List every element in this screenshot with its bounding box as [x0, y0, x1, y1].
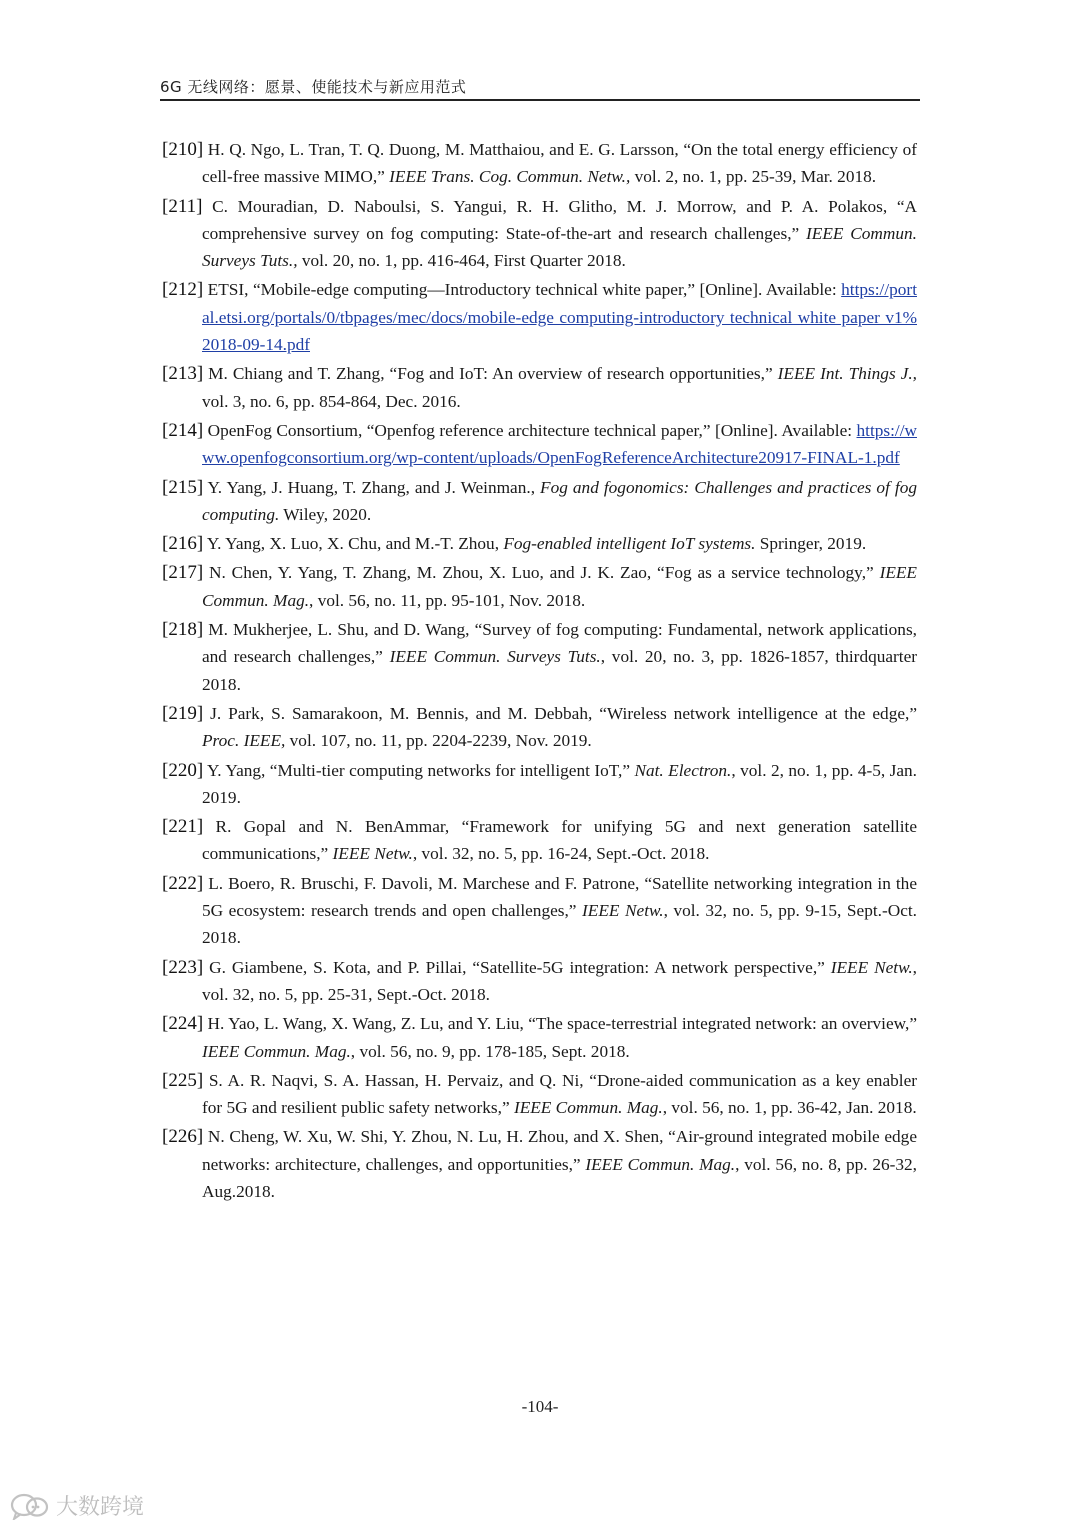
reference-details: vol. 20, no. 1, pp. 416-464, First Quarter 2018. [297, 251, 626, 271]
reference-number: [225] [162, 1069, 204, 1091]
reference-text: L. Boero, R. Bruschi, F. Davoli, M. Marchese and F. Patrone, “Satellite networking integration in the 5G ecosystem: research trends and open challenges,” [202, 873, 917, 921]
reference-text: R. Gopal and N. BenAmmar, “Framework for unifying 5G and next generation satellite communications,” [202, 817, 917, 864]
reference-text: Y. Yang, “Multi-tier computing networks for intelligent IoT,” [203, 760, 635, 780]
reference-number: [212] [162, 279, 204, 301]
reference-item [162, 954, 917, 1009]
reference-details: , vol. 20, no. 3, pp. 1826-1857, thirdquarter 2018. [202, 647, 918, 694]
reference-details: , vol. 32, no. 5, pp. 25-31, Sept.-Oct. 2018. [202, 957, 917, 1004]
header-rule [160, 99, 920, 101]
reference-number: [215] [162, 476, 204, 498]
reference-item [162, 700, 917, 755]
reference-venue: IEEE Commun. Mag. [202, 1041, 351, 1061]
reference-item [162, 559, 917, 614]
reference-number: [211] [162, 195, 203, 217]
reference-number: [210] [162, 139, 204, 160]
reference-item [162, 1010, 917, 1065]
reference-number: [226] [162, 1126, 204, 1148]
reference-item [162, 276, 917, 358]
reference-venue: IEEE Commun. Mag. [585, 1154, 736, 1174]
reference-text: H. Yao, L. Wang, X. Wang, Z. Lu, and Y. Liu, “The space-terrestrial integrated network: an overview,” [203, 1014, 917, 1034]
reference-details: , vol. 32, no. 5, pp. 9-15, Sept.-Oct. 2018. [202, 901, 917, 948]
reference-venue: IEEE Trans. Cog. Commun. Netw., [389, 167, 631, 187]
reference-venue: IEEE Commun. Surveys Tuts. [389, 647, 601, 667]
reference-details: vol. 3, no. 6, pp. 854-864, Dec. 2016. [202, 391, 461, 411]
reference-text: ETSI, “Mobile-edge computing—Introductory technical white paper,” [Online]. Available: [203, 280, 842, 300]
reference-text: S. A. R. Naqvi, S. A. Hassan, H. Pervaiz, and Q. Ni, “Drone-aided communication as a key enabler for 5G and resilient public safety networks,” [202, 1070, 917, 1118]
running-header: 6G 无线网络：愿景、使能技术与新应用范式 [160, 78, 467, 96]
reference-text: J. Park, S. Samarakoon, M. Bennis, and M. Debbah, “Wireless network intelligence at the edge,” [203, 703, 917, 723]
watermark-text: 大数跨境 [56, 1495, 145, 1520]
reference-text: C. Mouradian, D. Naboulsi, S. Yangui, R. H. Glitho, M. J. Morrow, and P. A. Polakos, “A comprehensive survey on fog computing: State-of-the-art and research challenges,” [202, 196, 917, 243]
reference-item [162, 193, 917, 275]
reference-list [162, 136, 917, 1207]
reference-item [162, 1067, 917, 1122]
reference-item [162, 530, 917, 557]
reference-text: OpenFog Consortium, “Openfog reference architecture technical paper,” [Online]. Available: [203, 420, 857, 440]
reference-number: [221] [162, 816, 204, 838]
reference-text: H. Q. Ngo, L. Tran, T. Q. Duong, M. Matthaiou, and E. G. Larsson, “On the total energy efficiency of cell-free massive MIMO,” [202, 140, 917, 187]
reference-details: , vol. 56, no. 11, pp. 95-101, Nov. 2018. [309, 590, 586, 610]
reference-details: vol. 2, no. 1, pp. 25-39, Mar. 2018. [630, 167, 877, 187]
reference-details: , vol. 2, no. 1, pp. 4-5, Jan. 2019. [202, 760, 917, 807]
reference-number: [224] [162, 1013, 204, 1035]
chat-bubble-icon [10, 1492, 50, 1520]
reference-number: [222] [162, 872, 204, 894]
reference-number: [216] [162, 533, 204, 555]
reference-venue: Nat. Electron. [634, 760, 732, 780]
reference-item [162, 813, 917, 868]
reference-venue: IEEE Netw. [830, 957, 913, 977]
reference-item [162, 136, 917, 191]
reference-details: , vol. 56, no. 9, pp. 178-185, Sept. 2018. [350, 1041, 630, 1061]
reference-venue: IEEE Commun. Mag. [513, 1098, 663, 1118]
reference-item [162, 474, 917, 529]
reference-number: [217] [162, 562, 204, 584]
reference-venue: IEEE Netw. [332, 844, 413, 864]
reference-details: Wiley, 2020. [279, 504, 372, 524]
reference-venue: IEEE Commun. Mag. [202, 563, 917, 610]
reference-venue: Fog and fogonomics: Challenges and practices of fog computing. [202, 477, 917, 524]
reference-item [162, 417, 917, 472]
reference-number: [220] [162, 759, 204, 781]
reference-venue: IEEE Netw. [582, 901, 664, 921]
reference-text: M. Mukherjee, L. Shu, and D. Wang, “Survey of fog computing: Fundamental, network applications, and research challenges,” [202, 620, 917, 667]
reference-number: [218] [162, 619, 204, 641]
reference-number: [213] [162, 363, 204, 385]
reference-item [162, 757, 917, 812]
reference-number: [223] [162, 956, 204, 978]
reference-text: Y. Yang, X. Luo, X. Chu, and M.-T. Zhou, [203, 534, 504, 554]
reference-item [162, 616, 917, 698]
reference-number: [219] [162, 702, 204, 724]
reference-text: N. Chen, Y. Yang, T. Zhang, M. Zhou, X. Luo, and J. K. Zao, “Fog as a service technology,” [203, 563, 880, 583]
reference-link[interactable]: https://www.openfogconsortium.org/wp-content/uploads/OpenFogReferenceArchitecture20917-FINAL-1.pdf [202, 420, 917, 468]
reference-item [162, 360, 917, 415]
reference-item [162, 1123, 917, 1205]
reference-details: , vol. 32, no. 5, pp. 16-24, Sept.-Oct. 2018. [412, 844, 710, 864]
reference-details: , vol. 56, no. 1, pp. 36-42, Jan. 2018. [662, 1098, 917, 1118]
reference-venue: IEEE Commun. Surveys Tuts., [202, 223, 917, 271]
watermark [10, 1490, 144, 1521]
reference-link[interactable]: https://portal.etsi.org/portals/0/tbpages/mec/docs/mobile-edge computing-introductory technical white paper v1%2018-09-14.pdf [202, 280, 917, 355]
reference-details: Springer, 2019. [755, 534, 867, 554]
reference-venue: Proc. IEEE, [202, 731, 286, 751]
reference-venue: IEEE Int. Things J., [777, 364, 917, 384]
reference-venue: Fog-enabled intelligent IoT systems. [503, 534, 756, 554]
reference-text: Y. Yang, J. Huang, T. Zhang, and J. Weinman., [203, 477, 541, 497]
reference-item [162, 870, 917, 952]
page-number: -104- [521, 1397, 559, 1416]
reference-text: M. Chiang and T. Zhang, “Fog and IoT: An overview of research opportunities,” [203, 364, 778, 384]
reference-text: G. Giambene, S. Kota, and P. Pillai, “Satellite-5G integration: A network perspective,” [203, 957, 831, 977]
reference-text: N. Cheng, W. Xu, W. Shi, Y. Zhou, N. Lu, H. Zhou, and X. Shen, “Air-ground integrated mobile edge networks: architecture, challenges, and opportunities,” [202, 1127, 917, 1174]
reference-details: vol. 107, no. 11, pp. 2204-2239, Nov. 2019. [285, 731, 592, 751]
reference-details: , vol. 56, no. 8, pp. 26-32, Aug.2018. [202, 1154, 917, 1201]
reference-number: [214] [162, 419, 204, 441]
